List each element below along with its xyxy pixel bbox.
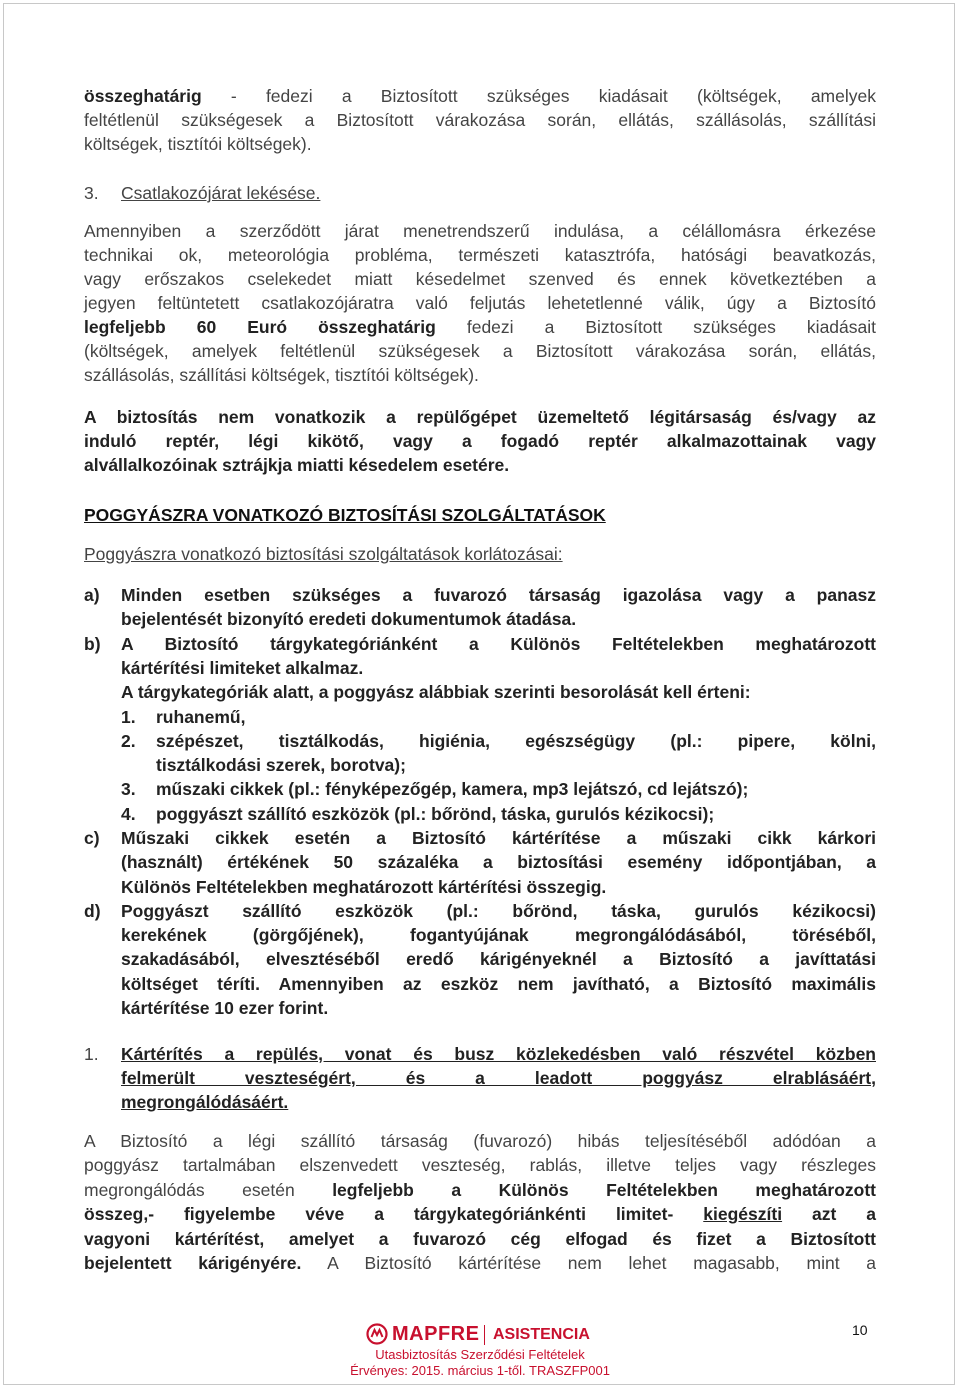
intro-line-3: költségek, tisztítói költségek). xyxy=(84,134,312,154)
category-item xyxy=(121,802,876,826)
exclusion-line-2: induló reptér, légi kikötő, vagy a fogadó reptér alkalmazottainak vagy xyxy=(84,431,876,451)
list-marker-c: c) xyxy=(84,828,100,848)
section-1-line-3: megrongálódásáért. xyxy=(121,1092,289,1112)
para3-bold-amount: legfeljebb 60 Euró összeghatárig xyxy=(84,317,436,337)
item-a-line-1: Minden esetben szükséges a fuvarozó társaság igazolása vagy a panasz xyxy=(121,585,876,605)
section-1-line-2: felmerült veszteségért, és a leadott poggyász elrablásáért, xyxy=(121,1068,876,1088)
category-text-continued: tisztálkodási szerek, borotva); xyxy=(156,755,406,776)
list-marker-b: b) xyxy=(84,633,101,654)
item-d-line-4: költséget téríti. Amennyiben az eszköz nem javítható, a Biztosító maximális xyxy=(121,973,876,994)
final-paragraph xyxy=(84,1129,876,1275)
para3-line-2: technikai ok, meteorológia probléma, természeti katasztrófa, hatósági beavatkozás, xyxy=(84,245,876,265)
exclusion-line-1: A biztosítás nem vonatkozik a repülőgépet üzemeltető légitársaság és/vagy az xyxy=(84,407,876,427)
item-c-line-1: Műszaki cikkek esetén a Biztosító kártérítése a műszaki cikk kárkori xyxy=(121,828,876,848)
mapfre-logo-icon xyxy=(366,1323,388,1345)
category-item xyxy=(121,705,876,729)
final-line-6-normal: A Biztosító kártérítése nem lehet magasabb, mint a xyxy=(327,1253,876,1274)
list-marker-a: a) xyxy=(84,585,100,605)
item-d-line-5: kártérítése 10 ezer forint. xyxy=(121,998,329,1019)
category-text: ruhanemű, xyxy=(156,706,246,727)
category-number: 4. xyxy=(121,803,136,824)
section-3-paragraph xyxy=(84,219,876,387)
item-c-line-3: Különös Feltételekben meghatározott kártérítési összegig. xyxy=(121,876,607,897)
item-d-line-3: szakadásából, elvesztéséből eredő kárigényeknél a Biztosító a javíttatási xyxy=(121,949,876,970)
limitations-list xyxy=(84,583,876,1023)
para3-line-7: szállásolás, szállítási költségek, tisztítói költségek). xyxy=(84,365,479,385)
section-3-title: Csatlakozójárat lekésése. xyxy=(121,183,321,203)
item-b-line-2: kártérítési limiteket alkalmaz. xyxy=(121,657,364,678)
category-text: szépészet, tisztálkodás, higiénia, egészségügy (pl.: pipere, kölni, xyxy=(156,730,876,751)
exclusion-paragraph xyxy=(84,405,876,477)
para3-line-4: jegyen feltüntetett csatlakozójáratra való feljutás lehetetlenné válik, úgy a Biztosító xyxy=(84,293,876,313)
intro-bold: összeghatárig xyxy=(84,86,202,106)
item-d-line-1: Poggyászt szállító eszközök (pl.: bőrönd, táska, gurulós kézikocsi) xyxy=(121,900,876,921)
final-line-5: vagyoni kártérítést, amelyet a fuvarozó cég elfogad és fizet a Biztosított xyxy=(84,1228,876,1249)
final-line-4-underline: kiegészíti xyxy=(703,1204,783,1225)
item-b-line-3: A tárgykategóriák alatt, a poggyász alábbiak szerinti besorolását kell érteni: xyxy=(121,682,751,703)
category-item xyxy=(121,729,876,753)
para3-line-3: vagy erőszakos cselekedet miatt késedelmet szenved és ennek következtében a xyxy=(84,269,876,289)
brand-subname: ASISTENCIA xyxy=(493,1326,590,1343)
section-3-number: 3. xyxy=(84,183,99,203)
final-line-3-bold: legfeljebb a Különös Feltételekben meghatározott xyxy=(332,1179,876,1200)
intro-paragraph xyxy=(84,84,876,156)
item-c-line-2: (használt) értékének 50 százaléka a biztosítási esemény időpontjában, a xyxy=(121,852,876,873)
category-number: 3. xyxy=(121,779,136,800)
para3-line-1: Amennyiben a szerződött járat menetrendszerű indulása, a célállomásra érkezése xyxy=(84,221,876,241)
item-b-line-1: A Biztosító tárgykategóriánként a Különös Feltételekben meghatározott xyxy=(121,633,876,654)
item-a-line-2: bejelentését bizonyító eredeti dokumentumok átadása. xyxy=(121,609,577,630)
final-line-6-bold: bejelentett kárigényére. xyxy=(84,1253,302,1274)
para3-line-5: fedezi a Biztosított szükséges kiadásait xyxy=(466,317,876,337)
brand-name: MAPFRE xyxy=(392,1323,480,1345)
final-line-4-end: azt a xyxy=(812,1204,876,1225)
category-item xyxy=(121,777,876,801)
exclusion-line-3: alvállalkozóinak sztrájkja miatti késedelem esetére. xyxy=(84,455,510,475)
category-text: poggyászt szállító eszközök (pl.: bőrönd, táska, gurulós kézikocsi); xyxy=(156,803,715,824)
footer-logo xyxy=(0,1320,960,1350)
intro-line-2: feltétlenül szükségesek a Biztosított várakozása során, ellátás, szállásolás, szállítási xyxy=(84,110,876,130)
category-text: műszaki cikkek (pl.: fényképezőgép, kamera, mp3 lejátszó, cd lejátszó); xyxy=(156,779,749,800)
luggage-heading: POGGYÁSZRA VONATKOZÓ BIZTOSÍTÁSI SZOLGÁLTATÁSOK xyxy=(84,505,606,525)
final-line-2: poggyász tartalmában elszenvedett veszteség, rablás, illetve teljes vagy részleges xyxy=(84,1155,876,1176)
limits-heading: Poggyászra vonatkozó biztosítási szolgáltatások korlátozásai: xyxy=(84,544,563,564)
section-3-heading xyxy=(84,181,876,205)
final-line-4-bold: összeg,- figyelembe véve a tárgykategóriánkénti limitet- xyxy=(84,1204,674,1225)
item-d-line-2: kerekének (görgőjének), fogantyújának megrongálódásából, töréséből, xyxy=(121,925,876,946)
brand-divider xyxy=(484,1325,485,1345)
intro-line-1: - fedezi a Biztosított szükséges kiadásait (költségek, amelyek xyxy=(230,86,876,106)
category-number: 2. xyxy=(121,730,136,751)
footer-doc-title: Utasbiztosítás Szerződési Feltételek xyxy=(375,1347,585,1362)
footer-validity: Érvényes: 2015. március 1-től. TRASZFP001 xyxy=(350,1363,610,1378)
final-line-3-normal: megrongálódás esetén xyxy=(84,1179,295,1200)
section-1-line-1: Kártérítés a repülés, vonat és busz közlekedésben való részvétel közben xyxy=(121,1044,876,1064)
section-1-number: 1. xyxy=(84,1044,99,1064)
final-line-1: A Biztosító a légi szállító társaság (fuvarozó) hibás teljesítéséből adódóan a xyxy=(84,1131,876,1151)
list-marker-d: d) xyxy=(84,900,101,921)
category-number: 1. xyxy=(121,706,136,727)
para3-line-6: (költségek, amelyek feltétlenül szükségesek a Biztosított várakozása során, ellátás, xyxy=(84,341,876,361)
page-number: 10 xyxy=(852,1322,868,1338)
